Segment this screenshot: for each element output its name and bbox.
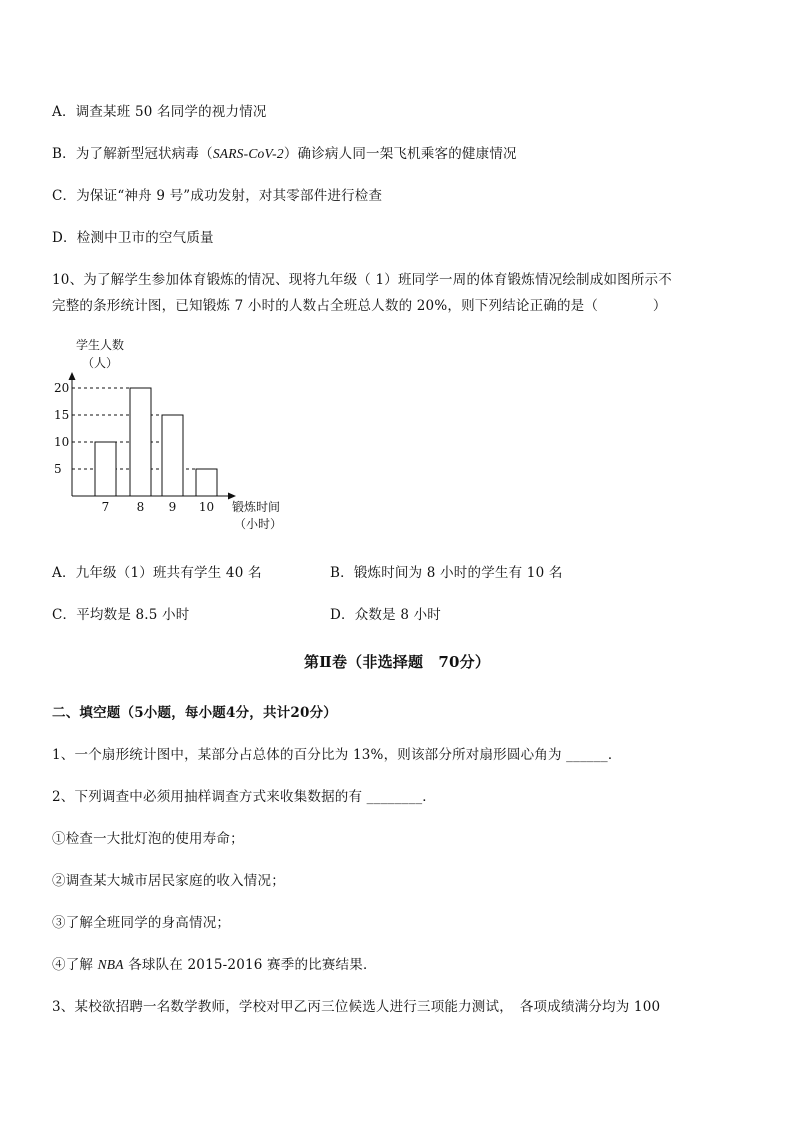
chart-y-axis-arrow <box>69 372 76 380</box>
fill-q2-item4-league: NBA <box>97 957 124 972</box>
fill-q2-item1: ①检查一大批灯泡的使用寿命； <box>52 831 244 847</box>
fill-q3: 3、某校欲招聘一名数学教师，学校对甲乙丙三位候选人进行三项能力测试， 各项成绩满分均为 100 <box>52 999 661 1015</box>
chart-x-axis-arrow <box>228 493 236 500</box>
q10-option-b: B．锻炼时间为 8 小时的学生有 10 名 <box>330 565 563 581</box>
q10-option-d: D．众数是 8 小时 <box>330 607 441 623</box>
q10-option-a: A．九年级（1）班共有学生 40 名 <box>52 565 262 581</box>
section-title: 第Ⅱ卷（非选择题 70分） <box>303 653 491 671</box>
q9-option-b-virus-name: SARS-CoV-2 <box>212 146 284 161</box>
chart-y-ticks <box>54 381 69 476</box>
fill-q1: 1、一个扇形统计图中，某部分占总体的百分比为 13%，则该部分所对扇形圆心角为 ______． <box>52 747 622 763</box>
chart-bar <box>130 388 151 496</box>
chart-bar <box>162 415 183 496</box>
chart-xlabel-line2: （小时） <box>234 517 283 531</box>
fill-q2-item4-suffix: 各球队在 2015-2016 赛季的比赛结果． <box>123 957 377 973</box>
q9-option-d: D．检测中卫市的空气质量 <box>52 230 214 246</box>
chart-xtick-label: 9 <box>168 500 177 514</box>
q9-option-a: A．调查某班 50 名同学的视力情况 <box>52 104 267 120</box>
q9-option-b-suffix: ）确诊病人同一架飞机乘客的健康情况 <box>283 146 517 162</box>
chart-ylabel-line2: （人） <box>82 356 119 370</box>
chart-xtick-label: 10 <box>198 500 215 514</box>
chart-bar <box>196 469 217 496</box>
section-heading: 二、填空题（5小题，每小题4分，共计20分） <box>52 705 337 721</box>
fill-q2: 2、下列调查中必须用抽样调查方式来收集数据的有 ________． <box>52 789 436 805</box>
chart-xtick-label: 7 <box>101 500 110 514</box>
chart-xlabel-line1: 锻炼时间 <box>232 500 281 514</box>
fill-q2-item4-prefix: ④了解 <box>52 957 98 973</box>
fill-q2-item2: ②调查某大城市居民家庭的收入情况； <box>52 873 285 889</box>
chart-bar <box>95 442 116 496</box>
q9-option-c: C．为保证“神舟 9 号”成功发射，对其零部件进行检查 <box>52 188 383 204</box>
chart-ytick-label: 15 <box>54 408 70 422</box>
chart-ytick-label: 20 <box>54 381 70 395</box>
chart-ytick-label: 10 <box>54 435 70 449</box>
chart-ylabel-line1: 学生人数 <box>76 338 125 352</box>
q9-option-b <box>52 142 517 162</box>
fill-q2-item3: ③了解全班同学的身高情况； <box>52 915 231 931</box>
chart-xtick-label: 8 <box>136 500 145 514</box>
chart-ytick-label: 5 <box>54 462 62 476</box>
q9-option-b-prefix: B．为了解新型冠状病毒（ <box>52 146 213 162</box>
q10-stem-line2: 完整的条形统计图，已知锻炼 7 小时的人数占全班总人数的 20%，则下列结论正确的是（ ） <box>52 298 667 314</box>
q10-stem-line1: 10、为了解学生参加体育锻炼的情况、现将九年级（ 1）班同学一周的体育锻炼情况绘制成如图所示不 <box>52 272 672 288</box>
fill-q2-item4 <box>52 953 377 973</box>
q10-option-c: C．平均数是 8.5 小时 <box>52 607 190 623</box>
chart-x-ticks <box>102 500 214 514</box>
bar-chart <box>52 336 312 536</box>
